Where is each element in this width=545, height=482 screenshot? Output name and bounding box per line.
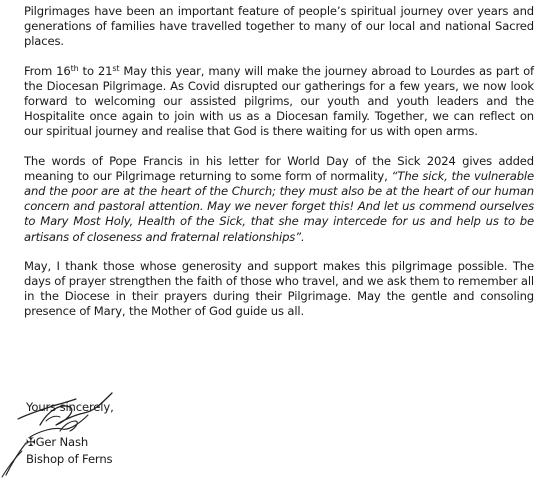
paragraph-1: Pilgrimages have been an important feature of people’s spiritual journey over years and generations of families have travelled together to many of our local and national Sacred places. [24, 4, 534, 49]
paragraph-2-rest: May this year, many will make the journey abroad to Lourdes as part of the Diocesan Pilgrimage. As Covid disrupted our gatherings for a few years, we now look forward to welcoming our assisted pilgrims, our youth and youth leaders and the Hospitalite once again to join with us as a Diocesan family. Together, we can reflect on our spiritual journey and realise that God is there waiting for us with open arms. [24, 63, 534, 139]
paragraph-3-text: The words of Pope Francis in his letter for World Day of the Sick 2024 gives added meaning to our Pilgrimage returning to some form of normality, [24, 153, 534, 183]
paragraph-2-start: From 16 [24, 63, 71, 78]
letter-closing [26, 399, 246, 479]
signatory-name: ✠Ger Nash [26, 434, 89, 449]
salutation: Yours sincerely, [26, 400, 114, 414]
signatory-title: Bishop of Ferns [26, 452, 113, 466]
paragraph-4: May, I thank those whose generosity and support makes this pilgrimage possible. The days of prayer strengthen the faith of those who travel, and we ask them to remember all in the Diocese in their prayers during their Pilgrimage. May the gentle and consoling presence of Mary, the Mother of God guide us all. [24, 258, 534, 319]
paragraph-3 [24, 154, 534, 245]
letter-body [24, 4, 534, 334]
paragraph-2-mid: to 21 [78, 63, 113, 78]
ordinal-suffix-2: st [112, 63, 120, 73]
pope-francis-quote: “The sick, the vulnerable and the poor are at the heart of the Church; they must also be at the heart of our human concern and pastoral attention. May we never forget this! And let us commend ourselves to Mary Most Holy, Health of the Sick, that she may intercede for us and help us to be artisans of closeness and fraternal relationships”. [24, 168, 534, 244]
ordinal-suffix-1: th [70, 63, 79, 73]
paragraph-2 [24, 64, 534, 140]
